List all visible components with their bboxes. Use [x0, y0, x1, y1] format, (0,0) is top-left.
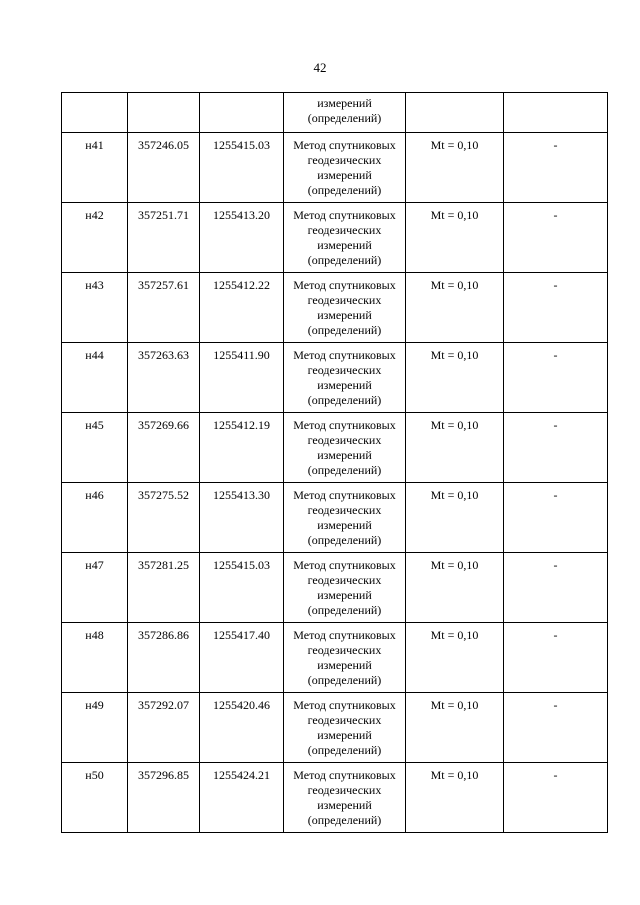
cell-x: 357275.52 — [128, 483, 200, 553]
cell-accuracy: Mt = 0,10 — [406, 203, 504, 273]
cell-method: Метод спутниковых геодезических измерений (определений) — [284, 553, 406, 623]
table-row — [62, 273, 608, 343]
cell-note: - — [504, 413, 608, 483]
table-row — [62, 413, 608, 483]
cell-x: 357263.63 — [128, 343, 200, 413]
cell-y: 1255424.21 — [200, 763, 284, 833]
table-row — [62, 483, 608, 553]
table-row-continuation — [62, 93, 608, 133]
cell-point: н45 — [62, 413, 128, 483]
cell-accuracy: Mt = 0,10 — [406, 763, 504, 833]
cell-accuracy — [406, 93, 504, 133]
cell-method: Метод спутниковых геодезических измерений (определений) — [284, 273, 406, 343]
cell-accuracy: Mt = 0,10 — [406, 343, 504, 413]
page-number: 42 — [313, 60, 327, 75]
cell-note: - — [504, 693, 608, 763]
cell-x: 357257.61 — [128, 273, 200, 343]
cell-note: - — [504, 553, 608, 623]
cell-method: Метод спутниковых геодезических измерений (определений) — [284, 203, 406, 273]
table-row — [62, 763, 608, 833]
cell-y: 1255417.40 — [200, 623, 284, 693]
cell-accuracy: Mt = 0,10 — [406, 413, 504, 483]
cell-accuracy: Mt = 0,10 — [406, 623, 504, 693]
cell-y: 1255412.19 — [200, 413, 284, 483]
table-row — [62, 693, 608, 763]
cell-y: 1255415.03 — [200, 133, 284, 203]
cell-x: 357286.86 — [128, 623, 200, 693]
cell-y: 1255413.20 — [200, 203, 284, 273]
cell-note: - — [504, 203, 608, 273]
table-row — [62, 623, 608, 693]
cell-method: Метод спутниковых геодезических измерений (определений) — [284, 483, 406, 553]
cell-point — [62, 93, 128, 133]
cell-point: н47 — [62, 553, 128, 623]
cell-x — [128, 93, 200, 133]
cell-method: Метод спутниковых геодезических измерений (определений) — [284, 413, 406, 483]
cell-note: - — [504, 343, 608, 413]
cell-x: 357281.25 — [128, 553, 200, 623]
cell-x: 357251.71 — [128, 203, 200, 273]
table-body — [62, 93, 608, 833]
cell-y: 1255411.90 — [200, 343, 284, 413]
cell-note: - — [504, 133, 608, 203]
cell-point: н48 — [62, 623, 128, 693]
cell-point: н43 — [62, 273, 128, 343]
cell-point: н41 — [62, 133, 128, 203]
cell-method: Метод спутниковых геодезических измерений (определений) — [284, 763, 406, 833]
cell-method: Метод спутниковых геодезических измерений (определений) — [284, 133, 406, 203]
cell-y: 1255415.03 — [200, 553, 284, 623]
cell-y: 1255420.46 — [200, 693, 284, 763]
cell-x: 357292.07 — [128, 693, 200, 763]
cell-accuracy: Mt = 0,10 — [406, 133, 504, 203]
cell-y: 1255413.30 — [200, 483, 284, 553]
cell-note — [504, 93, 608, 133]
cell-method: Метод спутниковых геодезических измерений (определений) — [284, 693, 406, 763]
cell-note: - — [504, 623, 608, 693]
cell-note: - — [504, 273, 608, 343]
cell-note: - — [504, 483, 608, 553]
cell-accuracy: Mt = 0,10 — [406, 693, 504, 763]
cell-point: н49 — [62, 693, 128, 763]
cell-x: 357296.85 — [128, 763, 200, 833]
cell-method: Метод спутниковых геодезических измерений (определений) — [284, 623, 406, 693]
cell-method: измерений (определений) — [284, 93, 406, 133]
cell-point: н50 — [62, 763, 128, 833]
cell-accuracy: Mt = 0,10 — [406, 553, 504, 623]
cell-accuracy: Mt = 0,10 — [406, 273, 504, 343]
cell-point: н42 — [62, 203, 128, 273]
cell-y — [200, 93, 284, 133]
table-row — [62, 133, 608, 203]
cell-accuracy: Mt = 0,10 — [406, 483, 504, 553]
cell-method: Метод спутниковых геодезических измерений (определений) — [284, 343, 406, 413]
cell-point: н46 — [62, 483, 128, 553]
table-row — [62, 203, 608, 273]
cell-x: 357269.66 — [128, 413, 200, 483]
cell-y: 1255412.22 — [200, 273, 284, 343]
coordinates-table — [61, 92, 608, 833]
table-row — [62, 343, 608, 413]
cell-note: - — [504, 763, 608, 833]
cell-x: 357246.05 — [128, 133, 200, 203]
cell-point: н44 — [62, 343, 128, 413]
table-row — [62, 553, 608, 623]
